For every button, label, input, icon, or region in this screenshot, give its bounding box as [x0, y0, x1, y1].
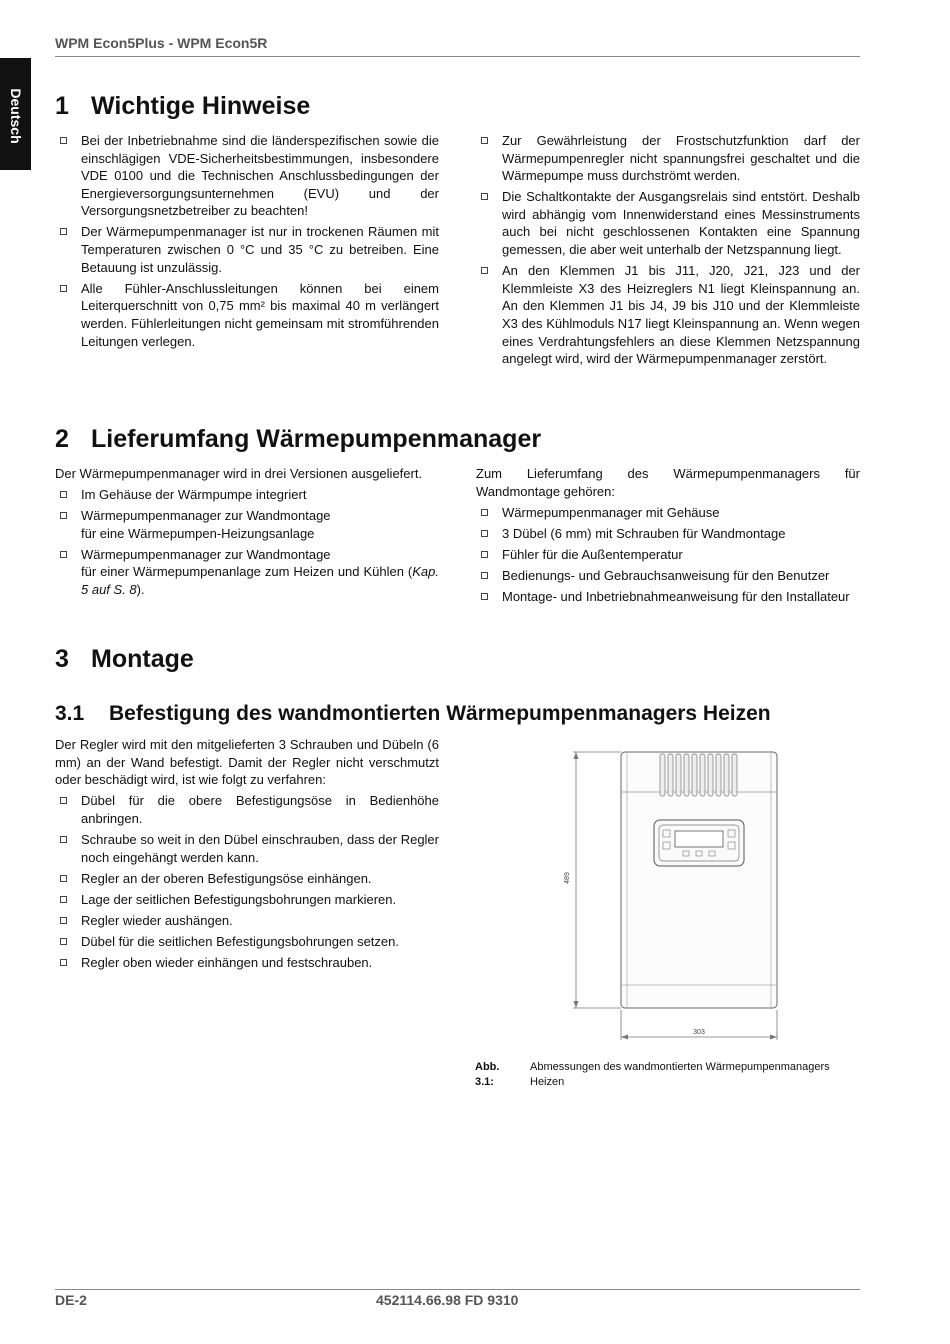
section-2-left-column	[55, 465, 439, 602]
section-number: 1	[55, 92, 69, 120]
list-item: Schraube so weit in den Dübel einschrauben, dass der Regler noch eingehängt werden kann.	[55, 831, 439, 866]
footer-rule	[55, 1289, 860, 1290]
section-1-heading	[55, 92, 310, 121]
list-item: Die Schaltkontakte der Ausgangsrelais sind entstört. Deshalb wird abhängig vom Innenwiderstand eines Messinstruments auch bei nicht geschlossenen Kontakten eine Spannung gemessen, die aber weit unterhalb der Netzspannung liegt.	[476, 188, 860, 258]
list-item-text: Wärmepumpenmanager zur Wandmontage	[81, 508, 331, 524]
list-item: Lage der seitlichen Befestigungsbohrungen markieren.	[55, 891, 439, 909]
list-item: Montage- und Inbetriebnahmeanweisung für den Installateur	[476, 588, 860, 606]
section-3-1-heading	[55, 702, 771, 726]
arrow-head	[574, 752, 579, 759]
running-header: WPM Econ5Plus - WPM Econ5R	[55, 35, 268, 51]
section-2-right-column	[476, 465, 860, 609]
list-item	[55, 546, 439, 599]
list-item: Zur Gewährleistung der Frostschutzfunktion darf der Wärmepumpenregler nicht spannungsfrei geschaltet und die Wärmepumpe muss durchströmt werden.	[476, 132, 860, 185]
list-item: Bei der Inbetriebnahme sind die länderspezifischen sowie die einschlägigen VDE-Sicherheitsbestimmungen, insbesondere VDE 0100 und die Technischen Anschlussbedingungen der Energieversorgungsunternehmen (EVU) und der Versorgungsnetzbetreiber zu beachten!	[55, 132, 439, 220]
list-item-text: Im Gehäuse der Wärmpumpe integriert	[81, 487, 307, 503]
intro-text: Der Regler wird mit den mitgelieferten 3 Schrauben und Dübeln (6 mm) an der Wand befestigt. Damit der Regler nicht verschmutzt oder beschädigt wird, ist wie folgt zu verfahren:	[55, 737, 439, 788]
list-item-text: für einer Wärmepumpenanlage zum Heizen und Kühlen (	[81, 564, 413, 580]
section-1-left-column	[55, 132, 439, 354]
list-item: Fühler für die Außentemperatur	[476, 546, 860, 564]
list-item: Wärmepumpenmanager mit Gehäuse	[476, 504, 860, 522]
list-item	[55, 486, 439, 504]
page-number: DE-2	[55, 1292, 87, 1308]
section-title: Befestigung des wandmontierten Wärmepumpenmanagers Heizen	[109, 702, 771, 725]
section-1-right-column	[476, 132, 860, 371]
list-item: Regler oben wieder einhängen und festschrauben.	[55, 954, 439, 972]
dimension-drawing	[555, 740, 790, 1050]
arrow-head	[574, 1001, 579, 1008]
section-3-heading	[55, 645, 194, 674]
section-2-heading	[55, 425, 541, 454]
list-item-text: für eine Wärmepumpen-Heizungsanlage	[81, 525, 315, 541]
list-item-text: ).	[136, 582, 145, 598]
list-item: Regler an der oberen Befestigungsöse einhängen.	[55, 870, 439, 888]
language-tab	[0, 58, 31, 170]
section-number: 3.1	[55, 702, 85, 725]
arrow-head	[770, 1035, 777, 1040]
section-title: Lieferumfang Wärmepumpenmanager	[91, 425, 542, 453]
document-number: 452114.66.98 FD 9310	[376, 1292, 519, 1308]
language-tab-label: Deutsch	[8, 88, 24, 144]
controller-housing	[621, 752, 777, 1008]
list-item: Dübel für die seitlichen Befestigungsbohrungen setzen.	[55, 933, 439, 951]
width-dimension-label: 303	[693, 1029, 705, 1036]
list-item	[55, 507, 439, 542]
section-title: Montage	[91, 645, 194, 673]
list-item: Alle Fühler-Anschlussleitungen können bei einem Leiterquerschnitt von 0,75 mm² bis maximal 40 m verlängert werden. Fühlerleitungen nicht gemeinsam mit stromführenden Leitungen verlegen.	[55, 280, 439, 350]
operating-panel	[654, 820, 744, 866]
list-item: An den Klemmen J1 bis J11, J20, J21, J23 und der Klemmleiste X3 des Heizreglers N1 liegt Kleinspannung an. An den Klemmen J1 bis J4, J9 bis J10 und der Klemmleiste X3 des Kühlmoduls N17 liegt Kleinspannung an. Wenn wegen eines Verdrahtungsfehlers an diese Klemmen Netzspannung angelegt wird, wird der Wärmepumpenmanager zerstört.	[476, 262, 860, 368]
list-item: Der Wärmepumpenmanager ist nur in trockenen Räumen mit Temperaturen zwischen 0 °C und 35 °C zu betreiben. Eine Betauung ist unzulässig.	[55, 223, 439, 276]
list-item: Dübel für die obere Befestigungsöse in Bedienhöhe anbringen.	[55, 792, 439, 827]
height-dimension-label: 489	[564, 872, 571, 884]
section-number: 2	[55, 425, 69, 453]
arrow-head	[621, 1035, 628, 1040]
list-item: Regler wieder aushängen.	[55, 912, 439, 930]
section-number: 3	[55, 645, 69, 673]
list-item: Bedienungs- und Gebrauchsanweisung für den Benutzer	[476, 567, 860, 585]
caption-label: Abb. 3.1:	[475, 1061, 500, 1088]
section-3-1-text-column	[55, 736, 439, 975]
list-item: 3 Dübel (6 mm) mit Schrauben für Wandmontage	[476, 525, 860, 543]
intro-text: Der Wärmepumpenmanager wird in drei Versionen ausgeliefert.	[55, 466, 423, 481]
section-title: Wichtige Hinweise	[91, 92, 311, 120]
cross-reference-link[interactable]: Kap. 5 auf S. 8	[81, 564, 439, 598]
header-rule	[55, 56, 860, 57]
intro-text: Zum Lieferumfang des Wärmepumpenmanagers für Wandmontage gehören:	[476, 466, 860, 499]
caption-text: Abmessungen des wandmontierten Wärmepumpenmanagers Heizen	[530, 1061, 830, 1088]
list-item-text: Wärmepumpenmanager zur Wandmontage	[81, 546, 331, 562]
